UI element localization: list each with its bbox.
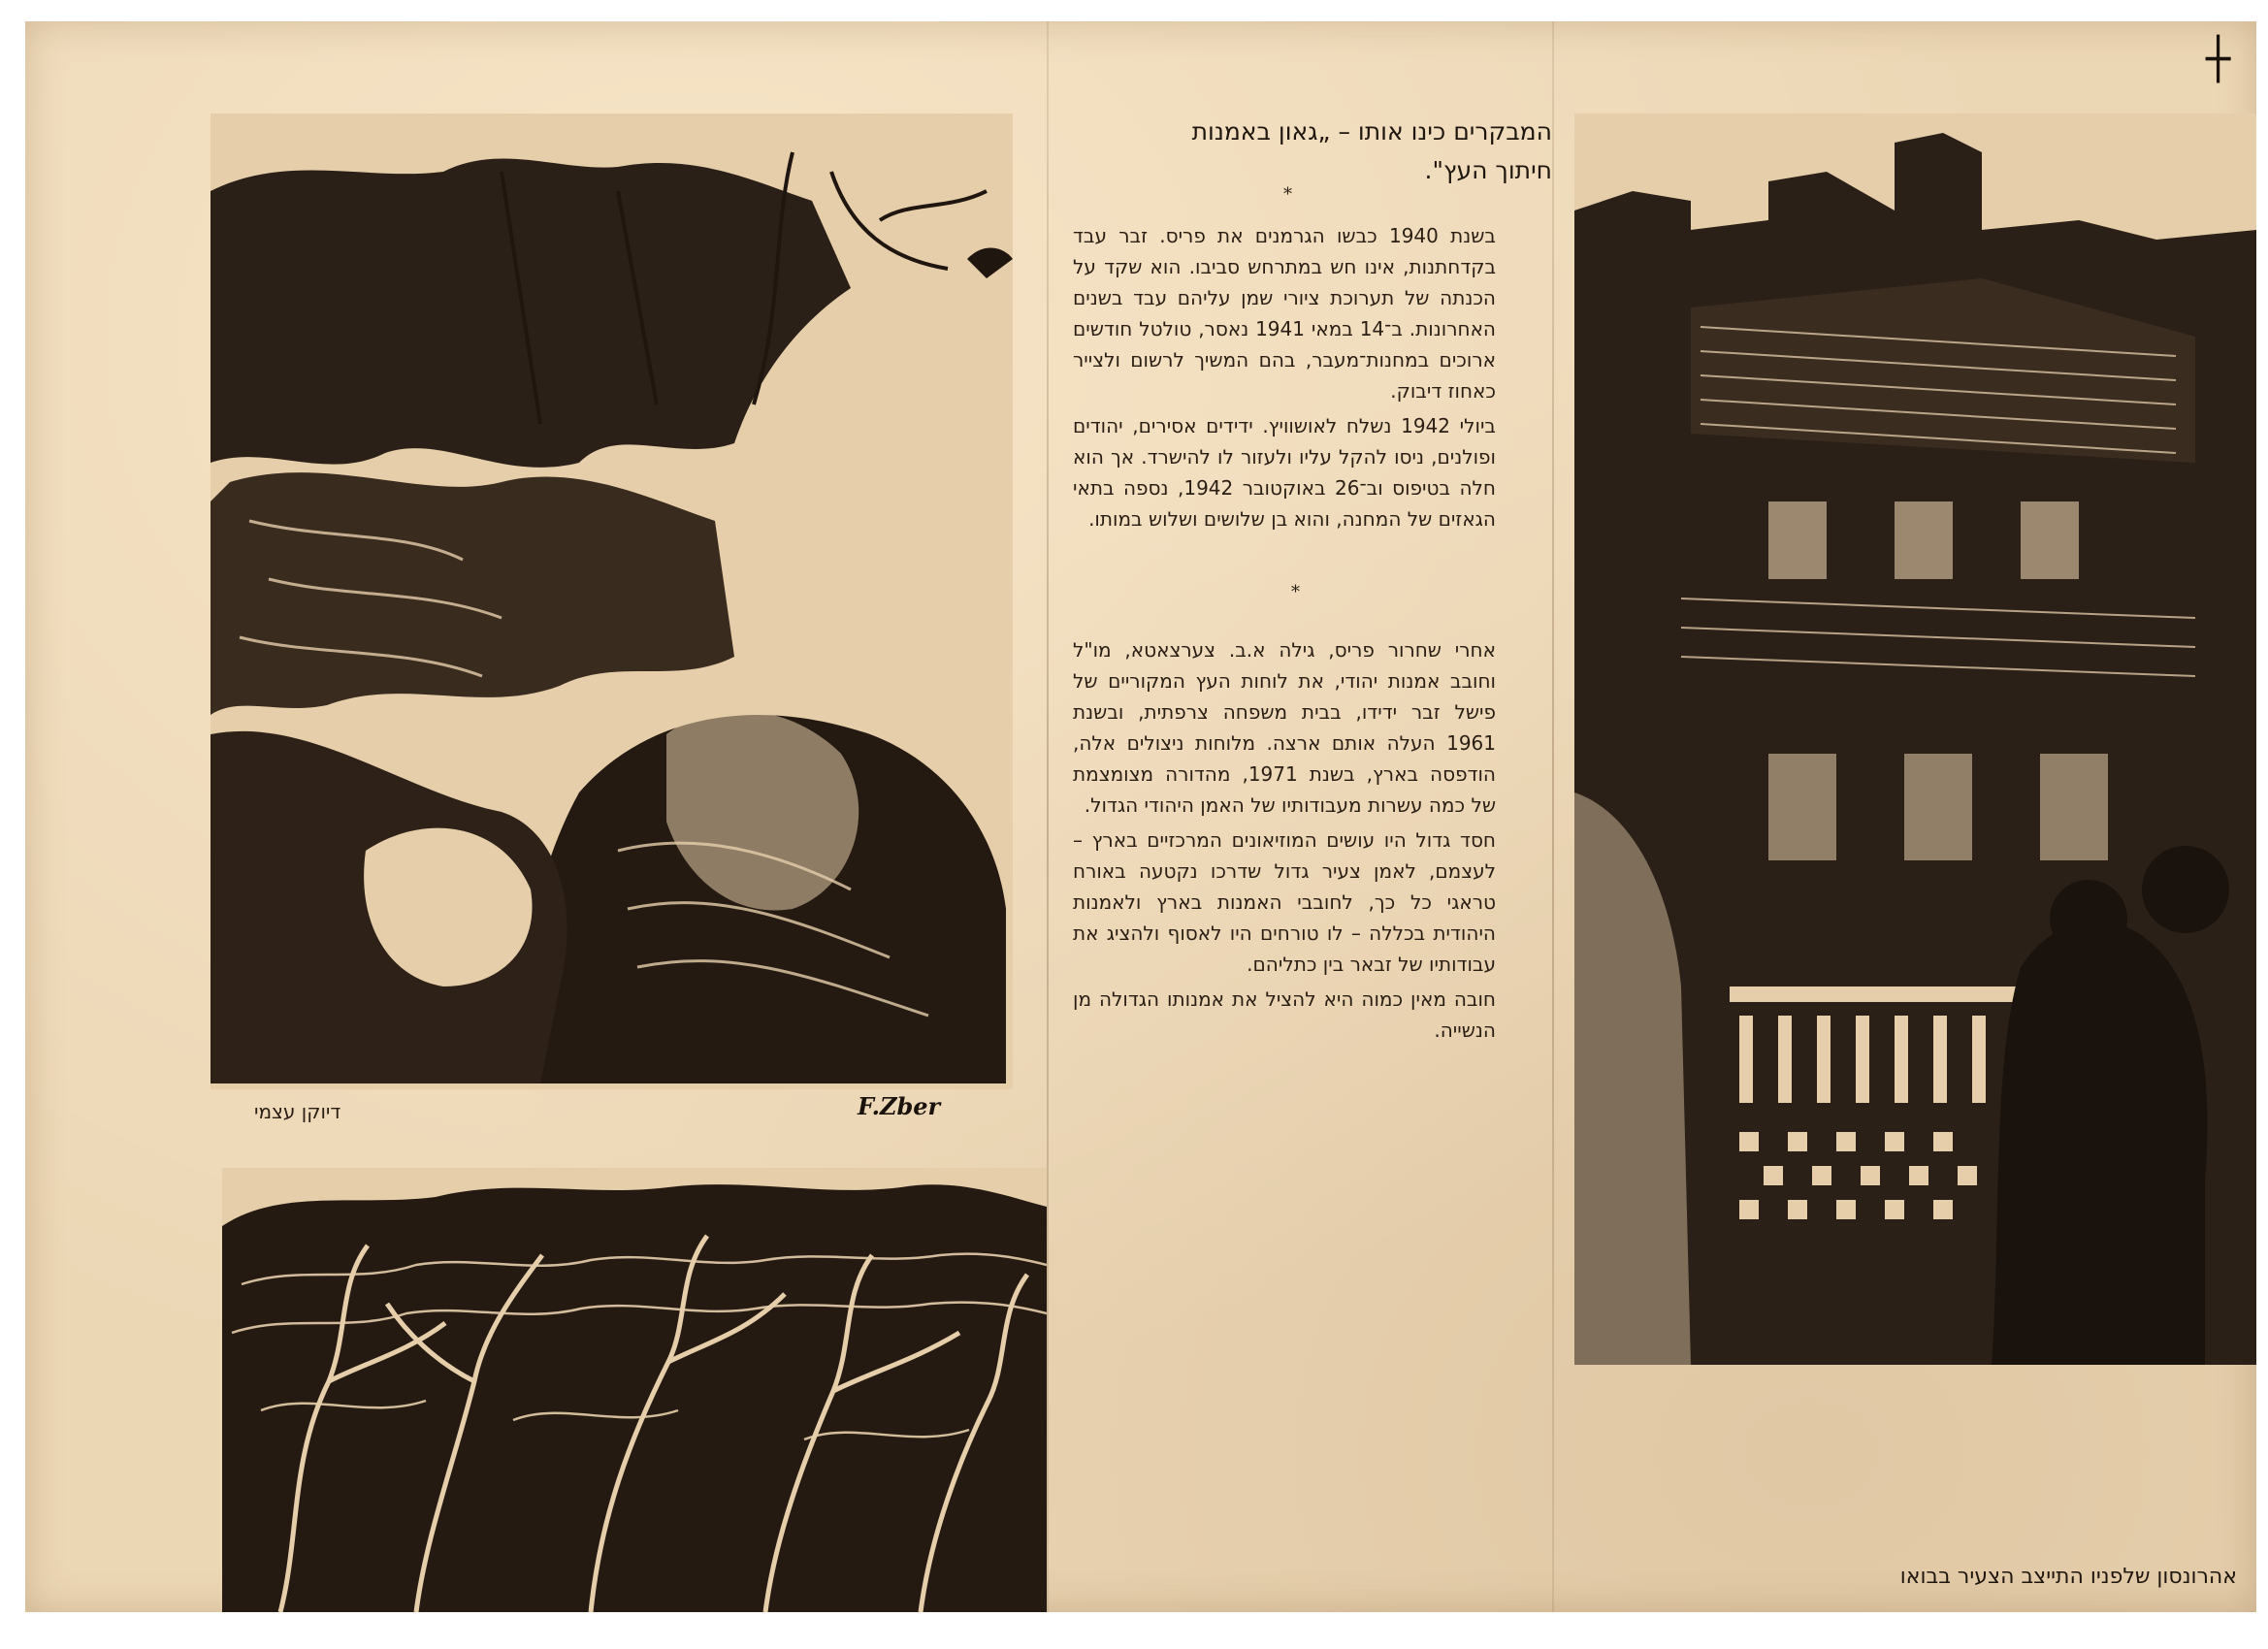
article-lead — [1067, 113, 1552, 190]
page-fold-line — [1047, 21, 1049, 1612]
article-lead-line: חיתוך העץ". — [1424, 156, 1552, 184]
paris-rooftops-woodcut — [1574, 113, 2256, 1365]
artist-signature: F.Zber — [858, 1092, 941, 1120]
section-star: * — [1283, 184, 1292, 205]
article-paragraph: חובה מאין כמוה היא להציל את אמנותו הגדולה מן הנשייה. — [1073, 987, 1496, 1042]
article-body — [1073, 220, 1496, 538]
article-paragraph: בשנת 1940 כבשו הגרמנים את פריס. זבר עבד בקדחתנות, אינו חש במתרחש סביבו. הוא שקד על הכנתה של תערוכת ציורי שמן עליהם עבד בשנים האחרונות. ב־14 במאי 1941 נאסר, טולטל חודשים ארוכים במחנות־מעבר, בהם המשיך לרשום ולצייר כאחוז דיבוק. — [1073, 224, 1496, 403]
image-caption: דיוקן עצמי — [254, 1100, 341, 1123]
page-fold-line — [1552, 21, 1554, 1612]
trees-woodcut — [222, 1168, 1047, 1612]
newspaper-page — [25, 21, 2256, 1612]
article-body — [1073, 634, 1496, 1050]
article-lead-line: המבקרים כינו אותו – „גאון באמנות — [1191, 117, 1552, 146]
registration-mark: ┼ — [2206, 35, 2231, 82]
article-paragraph: אחרי שחרור פריס, גילה א.ב. צערצאטא, מו"ל וחובב אמנות יהודי, את לוחות העץ המקוריים של פישל זבר ידידו, בבית משפחה צרפתית, ובשנת 1961 העלה אותם ארצה. מלוחות ניצולים אלה, הודפסה בארץ, בשנת 1971, מהדורה מצומצמת של כמה עשרות מעבודותיו של האמן היהודי הגדול. — [1073, 638, 1496, 817]
article-paragraph: ביולי 1942 נשלח לאושוויץ. ידידים אסירים, יהודים ופולנים, ניסו להקל עליו ולעזור לו להישרד. אך הוא חלה בטיפוס וב־26 באוקטובר 1942, נספה בתאי הגאזים של המחנה, והוא בן שלושים ושלוש במותו. — [1073, 414, 1496, 531]
article-paragraph: חסד גדול היו עושים המוזיאונים המרכזיים בארץ – לעצמם, לאמן צעיר גדול שדרכו נקטעה באורח טראגי כל כך, לחובבי האמנות בארץ ולאמנות היהודית בכללה – לו טורחים היו לאסוף ולהציג את עבודותיו של זבאר בין כתליהם. — [1073, 828, 1496, 976]
self-portrait-woodcut — [211, 113, 1013, 1089]
bottom-article-line: אהרונסון שלפניו התייצב הצעיר בבואו — [1899, 1565, 2237, 1589]
section-star: * — [1291, 582, 1300, 602]
